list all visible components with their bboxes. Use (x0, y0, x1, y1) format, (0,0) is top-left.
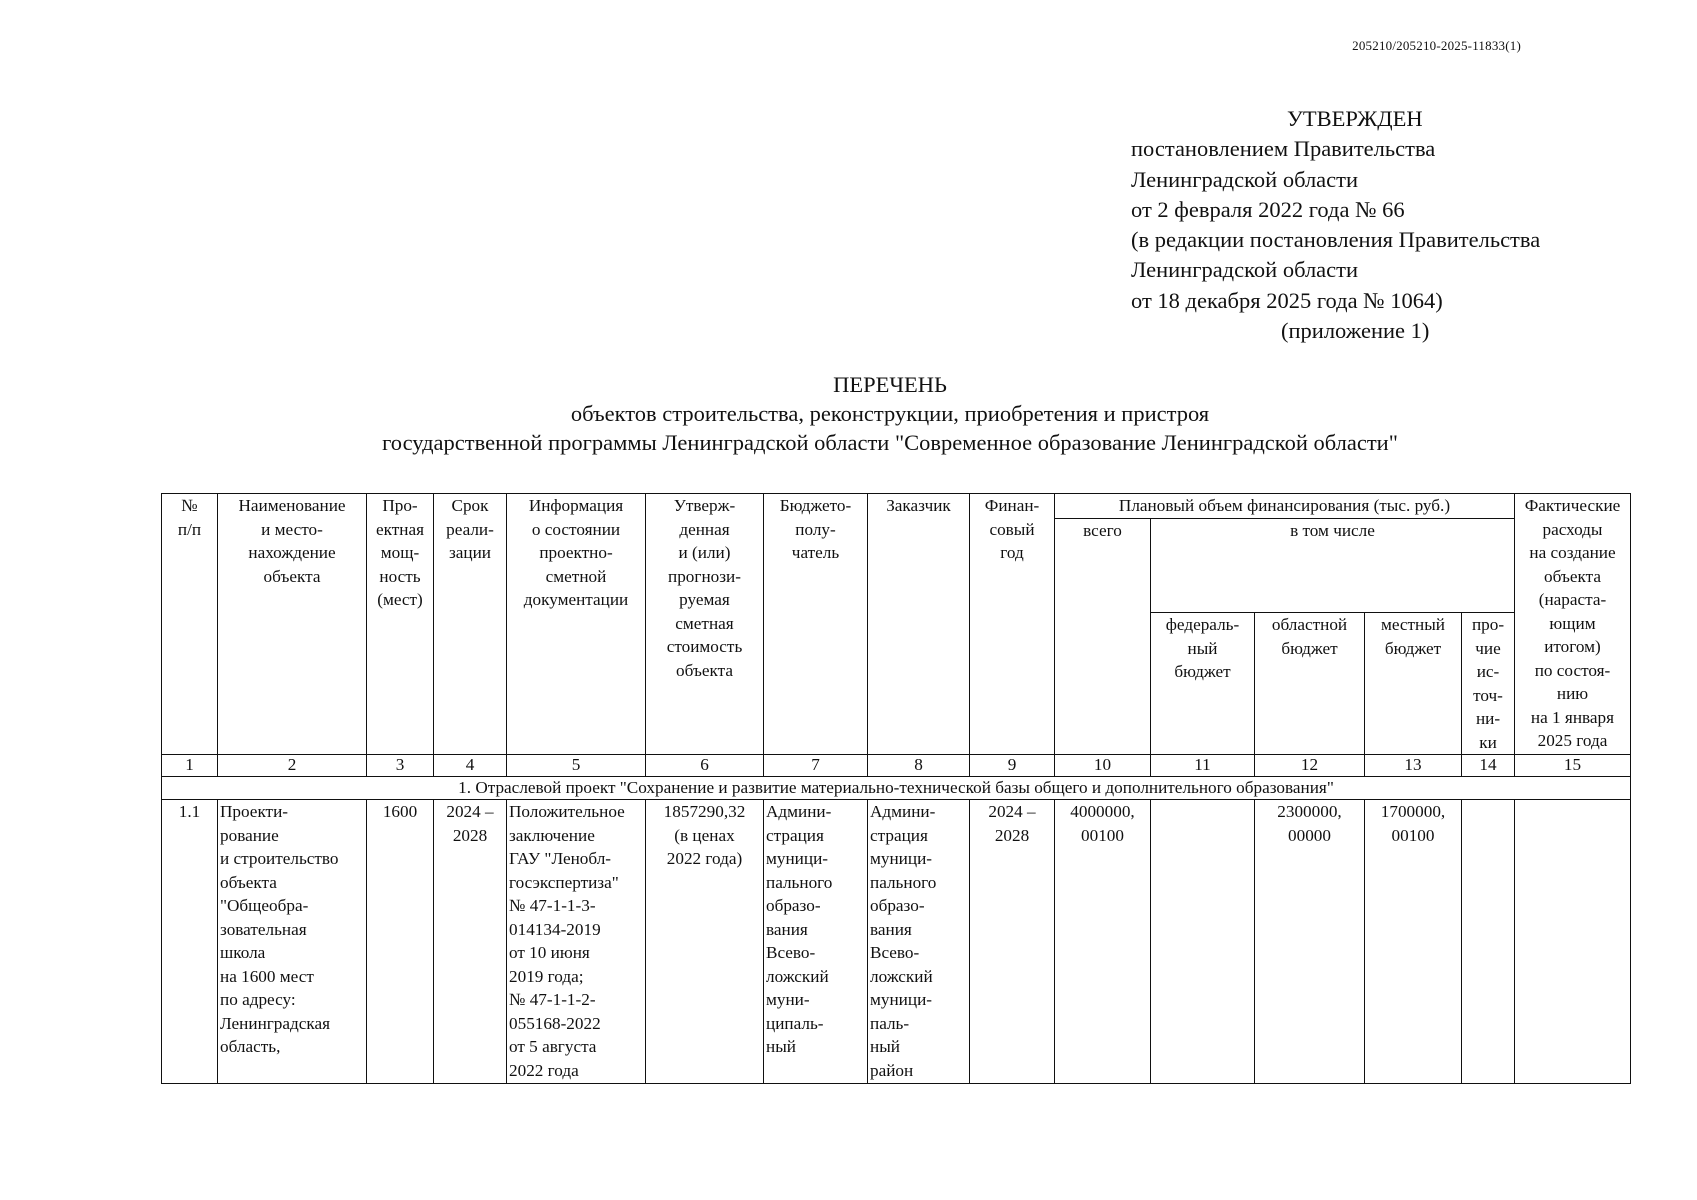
col-number: 15 (1515, 755, 1631, 777)
approval-line: постановлением Правительства (1131, 136, 1436, 162)
col-number: 1 (162, 755, 218, 777)
approval-line: от 2 февраля 2022 года № 66 (1131, 196, 1405, 222)
header-name: Наименование и место- нахождение объекта (218, 494, 367, 755)
cell-customer: Админи- страция муници- пального образо- вания Всево- ложский муници- паль- ный район (868, 800, 970, 1084)
cell-other (1462, 800, 1515, 1084)
col-number: 7 (764, 755, 868, 777)
cell-term: 2024 – 2028 (434, 800, 507, 1084)
cell-name: Проекти- рование и строительство объекта "Общеобра- зовательная школа на 1600 мест по адресу: Ленинградская область, (218, 800, 367, 1084)
header-local: местный бюджет (1365, 613, 1462, 755)
objects-table (161, 493, 1631, 1084)
header-recipient: Бюджето- полу- чатель (764, 494, 868, 755)
document-number: 205210/205210-2025-11833(1) (1352, 38, 1521, 53)
cell-local: 1700000, 00100 (1365, 800, 1462, 1084)
document-heading (0, 370, 1697, 457)
header-actual: Фактические расходы на создание объекта (нараста- ющим итогом) по состоя- нию на 1 января 2025 года (1515, 494, 1631, 755)
col-number: 9 (970, 755, 1055, 777)
col-number: 10 (1055, 755, 1151, 777)
header-federal: федераль- ный бюджет (1151, 613, 1255, 755)
cell-num: 1.1 (162, 800, 218, 1084)
header-fin-year: Финан- совый год (970, 494, 1055, 755)
approval-line: Ленинградской области (1131, 257, 1359, 283)
header-incl: в том числе (1151, 518, 1515, 613)
header-customer: Заказчик (868, 494, 970, 755)
header-cost: Утверж- денная и (или) прогнози- руемая сметная стоимость объекта (646, 494, 764, 755)
header-total: всего (1055, 518, 1151, 755)
cell-psd: Положительное заключение ГАУ "Ленобл- госэкспертиза" № 47-1-1-3- 014134-2019 от 10 июня 2019 года; № 47-1-1-2- 055168-2022 от 5 августа 2022 года (507, 800, 646, 1084)
approval-line: Ленинградской области (1131, 166, 1359, 192)
heading-title: ПЕРЕЧЕНЬ (833, 372, 947, 397)
col-number: 12 (1255, 755, 1365, 777)
cell-cost: 1857290,32 (в ценах 2022 года) (646, 800, 764, 1084)
cell-federal (1151, 800, 1255, 1084)
approval-block (1131, 104, 1540, 346)
approval-line: от 18 декабря 2025 года № 1064) (1131, 287, 1443, 313)
col-number: 11 (1151, 755, 1255, 777)
col-number: 3 (367, 755, 434, 777)
approval-title: УТВЕРЖДЕН (1287, 106, 1423, 131)
header-term: Срок реали- зации (434, 494, 507, 755)
header-plan: Плановый объем финансирования (тыс. руб.) (1055, 494, 1515, 519)
heading-line: объектов строительства, реконструкции, приобретения и пристроя (570, 401, 1210, 426)
header-psd: Информация о состоянии проектно- сметной документации (507, 494, 646, 755)
col-number: 8 (868, 755, 970, 777)
col-number: 4 (434, 755, 507, 777)
header-other: про- чие ис- точ- ни- ки (1462, 613, 1515, 755)
col-number: 13 (1365, 755, 1462, 777)
cell-fin-year: 2024 – 2028 (970, 800, 1055, 1084)
approval-line: (в редакции постановления Правительства (1131, 227, 1541, 253)
approval-annex: (приложение 1) (1281, 318, 1430, 344)
header-num: № п/п (162, 494, 218, 755)
col-number: 2 (218, 755, 367, 777)
table-row (162, 800, 1631, 1084)
cell-recipient: Админи- страция муници- пального образо- вания Всево- ложский муни- ципаль- ный (764, 800, 868, 1084)
section-title: 1. Отраслевой проект "Сохранение и развитие материально-технической базы общего и дополнительного образования" (162, 777, 1631, 800)
header-capacity: Про- ектная мощ- ность (мест) (367, 494, 434, 755)
cell-total: 4000000, 00100 (1055, 800, 1151, 1084)
col-number: 6 (646, 755, 764, 777)
cell-actual (1515, 800, 1631, 1084)
col-number: 14 (1462, 755, 1515, 777)
col-number: 5 (507, 755, 646, 777)
cell-capacity: 1600 (367, 800, 434, 1084)
heading-line: государственной программы Ленинградской области "Современное образование Ленинградской области" (382, 430, 1398, 455)
header-regional: областной бюджет (1255, 613, 1365, 755)
cell-regional: 2300000, 00000 (1255, 800, 1365, 1084)
